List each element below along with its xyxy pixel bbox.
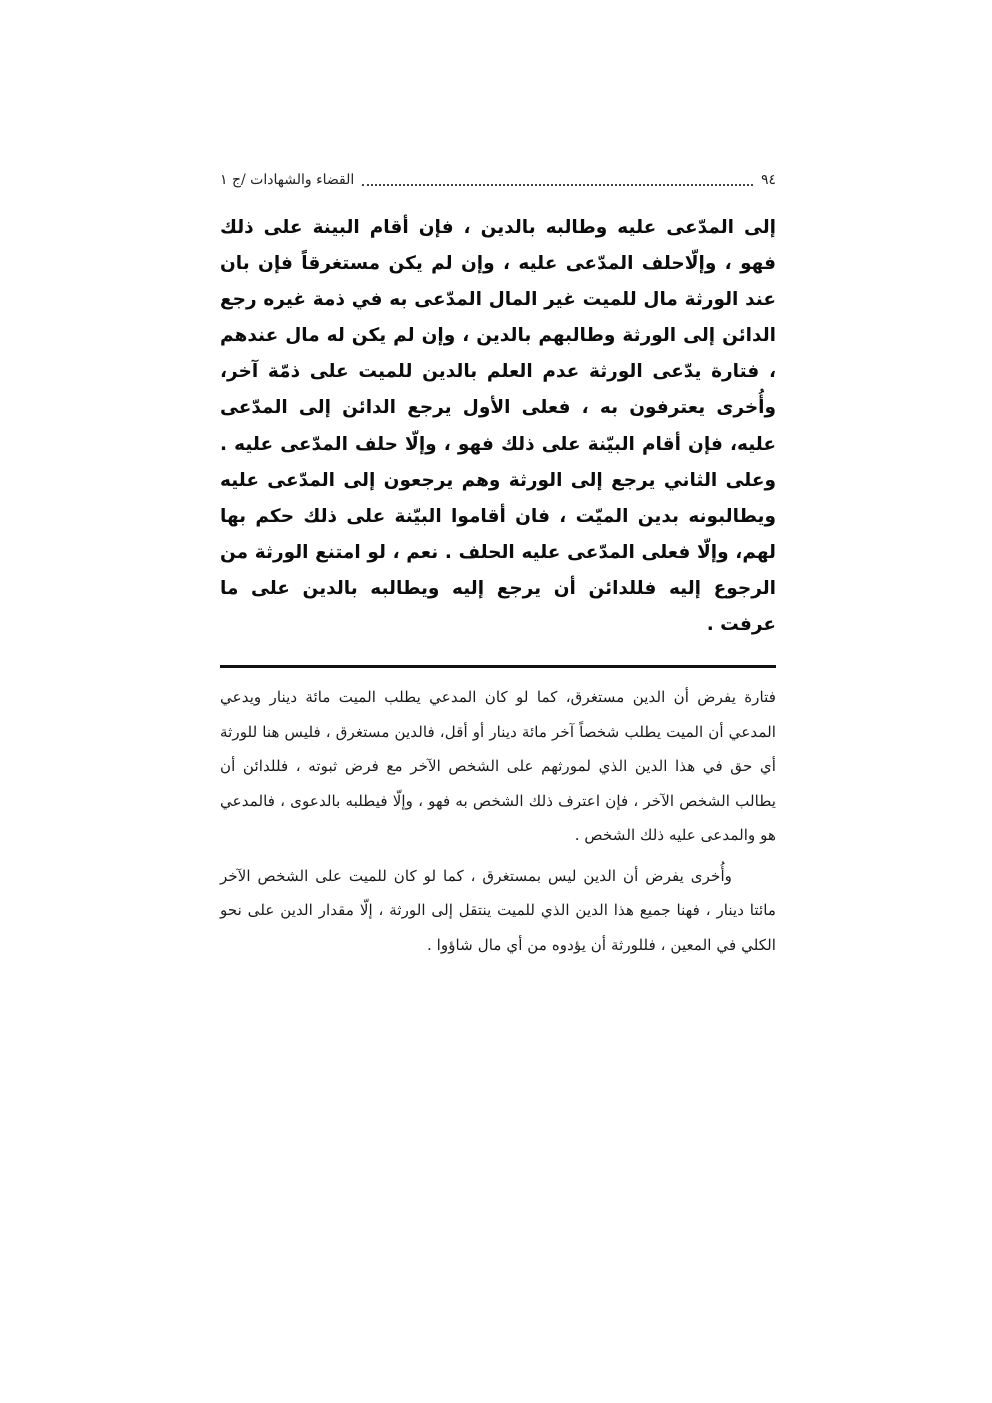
main-body-text: إلى المدّعى عليه وطالبه بالدين ، فإن أقام البينة على ذلك فهو ، وإلّاحلف المدّعى عليه ، وإن لم يكن مستغرقاً فإن بان عند الورثة مال للميت غير المال المدّعى به في ذمة غيره رجع الدائن إلى الورثة وطالبهم بالدين ، وإن لم يكن له مال عندهم ، فتارة يدّعى الورثة عدم العلم بالدين للميت على ذمّة آخر، وأُخرى يعترفون به ، فعلى الأول يرجع الدائن إلى المدّعى عليه، فإن أقام البيّنة على ذلك فهو ، وإلّا حلف المدّعى عليه . وعلى الثاني يرجع إلى الورثة وهم يرجعون إلى المدّعى عليه ويطالبونه بدين الميّت ، فان أقاموا البيّنة على ذلك حكم بها لهم، وإلّا فعلى المدّعى عليه الحلف . نعم ، لو امتنع الورثة من الرجوع إليه فللدائن أن يرجع إليه ويطالبه بالدين على ما عرفت . — [220, 217, 776, 636]
header-dot-leader — [362, 174, 753, 186]
book-page — [220, 168, 776, 962]
footnote-paragraph: فتارة يفرض أن الدين مستغرق، كما لو كان المدعي يطلب الميت مائة دينار ويدعي المدعي أن الميت يطلب شخصاً آخر مائة دينار أو أقل، فالدين مستغرق ، فليس هنا للورثة أي حق في هذا الدين الذي لمورثهم على الشخص الآخر مع فرض ثبوته ، فللدائن أن يطالب الشخص الآخر ، فإن اعترف ذلك الشخص به فهو ، وإلّا فيطلبه بالدعوى ، فالمدعي هو والمدعى عليه ذلك الشخص . — [220, 688, 776, 845]
book-title: القضاء والشهادات /ج ١ — [220, 172, 355, 188]
footnote-separator — [220, 665, 776, 668]
page-header — [220, 168, 776, 192]
page-number: ٩٤ — [760, 172, 776, 188]
footnote-paragraph: وأُخرى يفرض أن الدين ليس بمستغرق ، كما لو كان للميت على الشخص الآخر مائتا دينار ، فهنا جميع هذا الدين الذي للميت ينتقل إلى الورثة ، إلّا مقدار الدين على نحو الكلي في المعين ، فللورثة أن يؤدوه من أي مال شاؤوا . — [220, 866, 776, 954]
